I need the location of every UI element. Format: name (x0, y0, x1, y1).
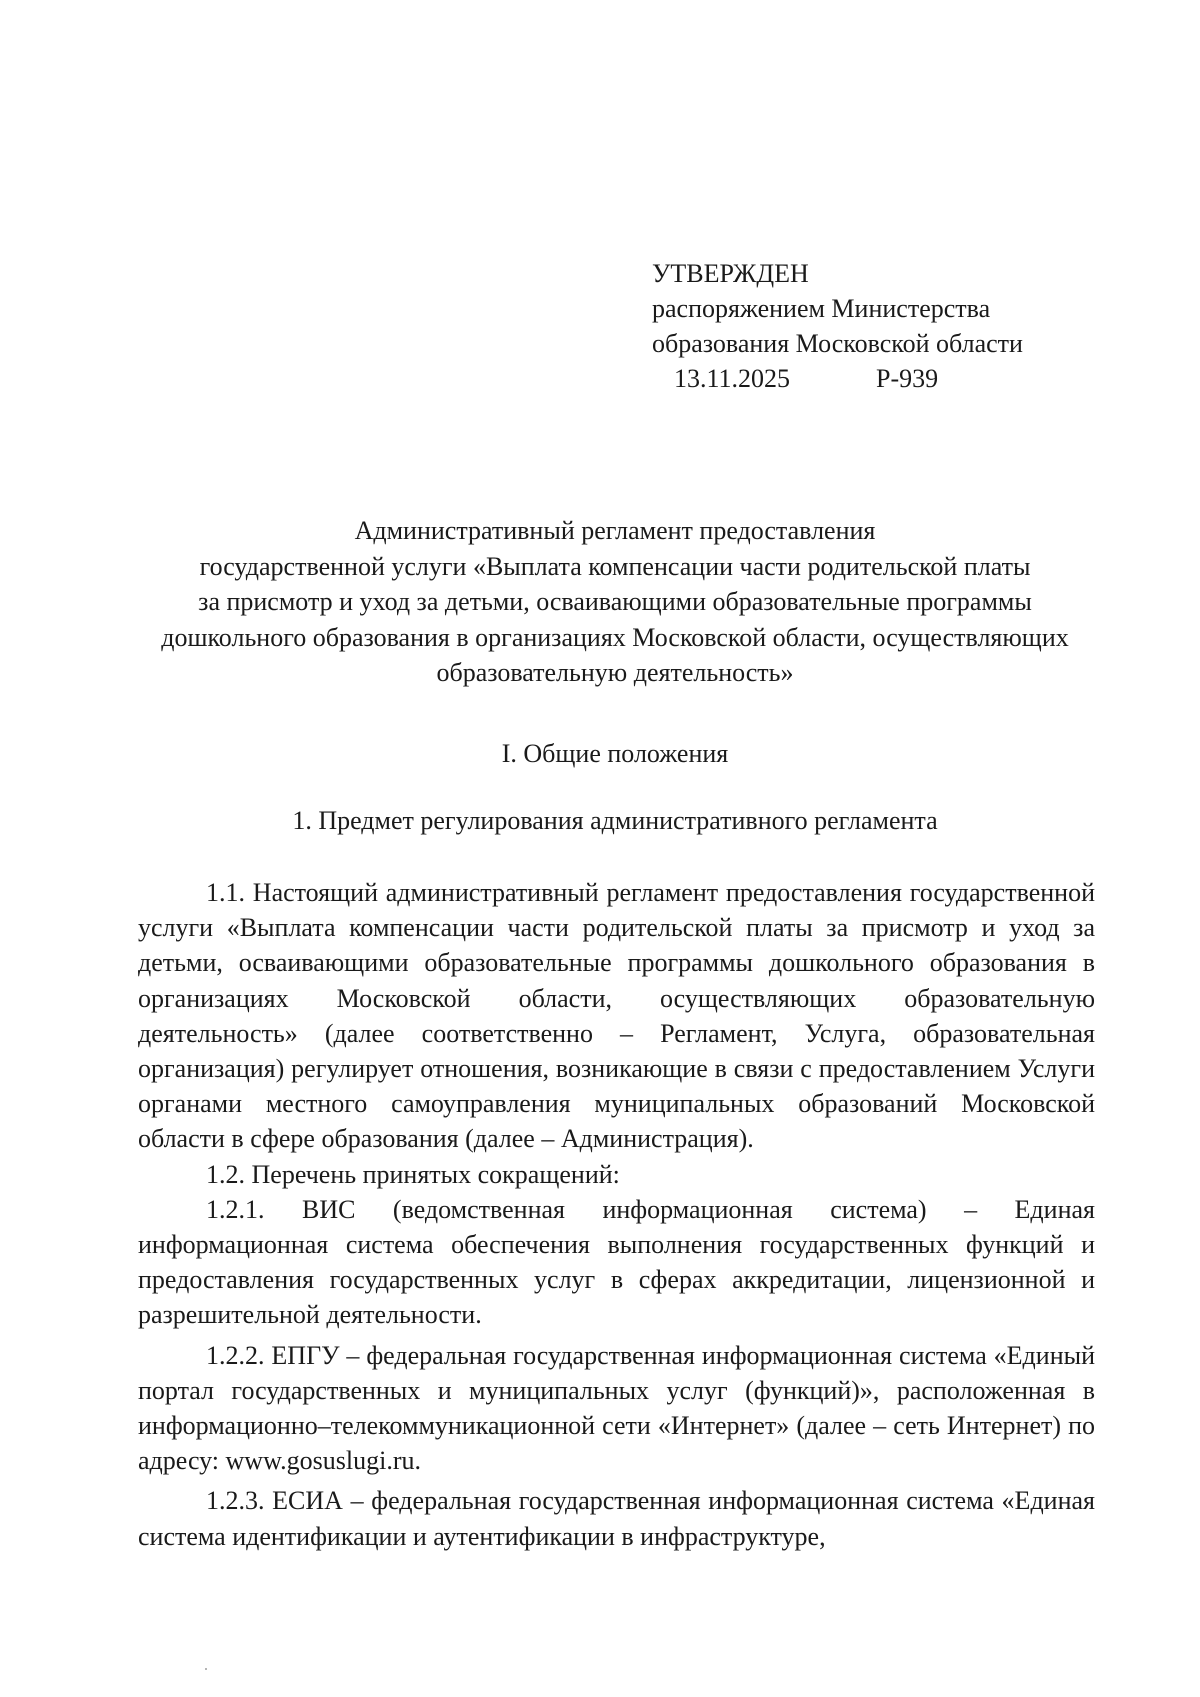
paragraph-1-2-3: 1.2.3. ЕСИА – федеральная государственная информационная система «Единая система идентификации и аутентификации в инфраструктуре, (138, 1486, 1095, 1551)
approval-line-1: распоряжением Министерства (652, 294, 991, 323)
approval-stamp (652, 256, 1023, 396)
title-line-1: Административный регламент предоставления (354, 516, 876, 545)
approval-status: УТВЕРЖДЕН (652, 259, 809, 288)
document-body (138, 875, 1095, 1554)
approval-line-2: образования Московской области (652, 329, 1023, 358)
paragraph-1-1: 1.1. Настоящий административный регламент предоставления государственной услуги «Выплата компенсации части родительской платы за присмотр и уход за детьми, осваивающими образовательные программы дошкольного образования в организациях Московской области, осуществляющих образовательную деятельность» (далее соответственно – Регламент, Услуга, образовательная организация) регулирует отношения, возникающие в связи с предоставлением Услуги органами местного самоуправления муниципальных образований Московской области в сфере образования (далее – Администрация). (138, 878, 1095, 1154)
scan-speck (205, 1668, 207, 1670)
title-line-5: образовательную деятельность» (436, 658, 794, 687)
title-line-2: государственной услуги «Выплата компенсации части родительской платы (199, 551, 1031, 581)
paragraph-1-2: 1.2. Перечень принятых сокращений: (206, 1159, 620, 1189)
title-line-4: дошкольного образования в организациях Московской области, осуществляющих (161, 622, 1069, 652)
approval-date-row (652, 361, 1023, 396)
title-line-3: за присмотр и уход за детьми, осваивающими образовательные программы (198, 587, 1032, 616)
section-title: I. Общие положения (501, 739, 729, 768)
document-title (130, 513, 1100, 691)
approval-number: Р-939 (876, 364, 939, 393)
paragraph-1-2-2: 1.2.2. ЕПГУ – федеральная государственная информационная система «Единый портал государственных и муниципальных услуг (функций)», расположенная в информационно–телекоммуникационной сети «Интернет» (далее – сеть Интернет) по адресу: www.gosuslugi.ru. (138, 1340, 1095, 1476)
paragraph-1-2-1: 1.2.1. ВИС (ведомственная информационная система) – Единая информационная система обеспечения выполнения государственных функций и предоставления государственных услуг в сферах аккредитации, лицензионной и разрешительной деятельности. (138, 1194, 1095, 1330)
subsection-title: 1. Предмет регулирования административного регламента (292, 806, 938, 835)
approval-date: 13.11.2025 (674, 364, 791, 393)
